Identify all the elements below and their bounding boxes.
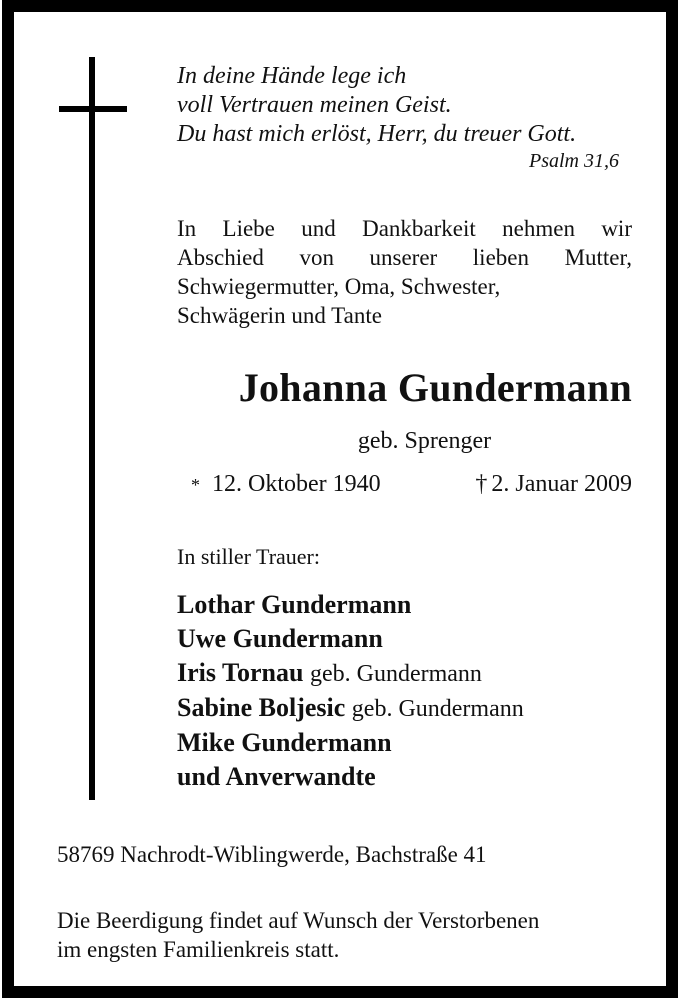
birth-star-icon: *: [191, 475, 200, 495]
intro-text: [177, 214, 632, 330]
intro-line: Schwiegermutter, Oma, Schwester,: [177, 274, 501, 299]
cross-vertical-bar: [89, 57, 95, 800]
funeral-line: Die Beerdigung findet auf Wunsch der Verstorbenen: [57, 908, 540, 933]
mourner-note: geb. Gundermann: [351, 696, 524, 722]
maiden-name: geb. Sprenger: [357, 428, 492, 454]
mourner-name: Sabine Boljesic: [177, 693, 346, 722]
mourner-note: geb. Gundermann: [309, 661, 482, 687]
death-dagger-icon: †: [475, 471, 488, 497]
funeral-note: [57, 906, 539, 964]
mourner-name: Mike Gundermann: [177, 728, 392, 757]
mourner: [177, 656, 524, 691]
psalm-reference: Psalm 31,6: [529, 150, 619, 172]
psalm-line: voll Vertrauen meinen Geist.: [177, 92, 452, 118]
mourner: [177, 588, 524, 622]
mourning-label: In stiller Trauer:: [177, 544, 320, 569]
mourner-name: Uwe Gundermann: [177, 624, 383, 653]
deceased-name: Johanna Gundermann: [238, 365, 632, 410]
funeral-line: im engsten Familienkreis statt.: [57, 937, 340, 962]
birth-date: 12. Oktober 1940: [212, 471, 381, 497]
death-date-group: [475, 471, 632, 498]
mourner-name: Lothar Gundermann: [177, 590, 412, 619]
intro-line: Abschied von unserer lieben Mutter,: [177, 245, 632, 270]
intro-line: In Liebe und Dankbarkeit nehmen wir: [177, 216, 632, 241]
mourner: [177, 691, 524, 726]
intro-line: Schwägerin und Tante: [177, 303, 382, 328]
mourner-name: und Anverwandte: [177, 762, 376, 791]
psalm-line: Du hast mich erlöst, Herr, du treuer Gott.: [177, 121, 577, 147]
address: 58769 Nachrodt-Wiblingwerde, Bachstraße 41: [57, 842, 487, 867]
psalm-line: In deine Hände lege ich: [177, 63, 407, 89]
birth-date-group: [191, 471, 381, 498]
mourner: [177, 622, 524, 656]
psalm-quote: [177, 62, 637, 149]
mourners-list: [177, 588, 524, 794]
cross-horizontal-bar: [59, 106, 127, 112]
mourner: [177, 726, 524, 760]
mourner-name: Iris Tornau: [177, 658, 304, 687]
mourner: [177, 760, 524, 794]
death-date: 2. Januar 2009: [491, 471, 632, 497]
